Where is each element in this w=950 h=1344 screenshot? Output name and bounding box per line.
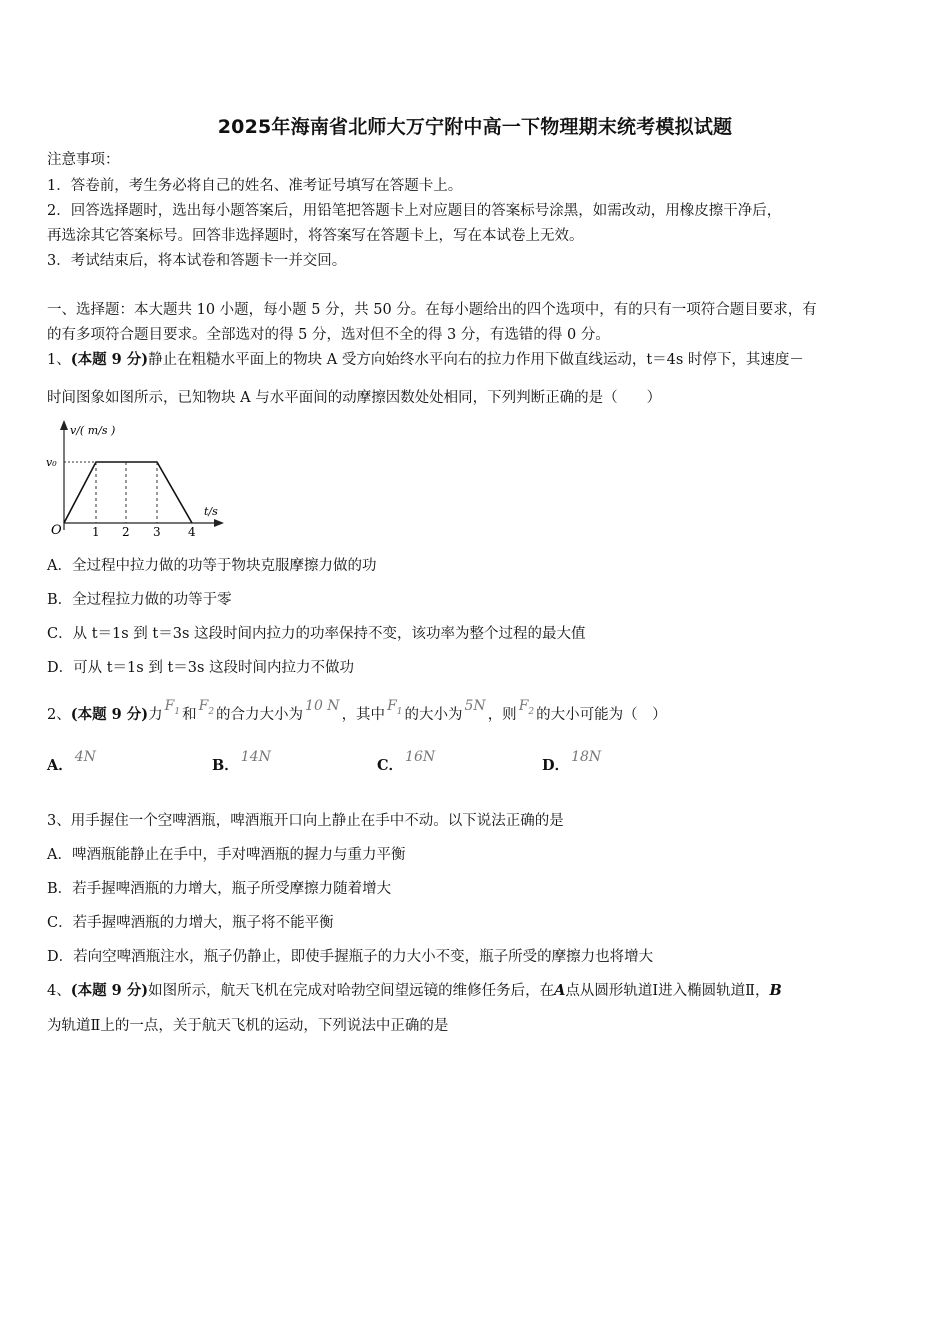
q1-option-c: C．从 t＝1s 到 t＝3s 这段时间内拉力的功率保持不变，该功率为整个过程的最大值 — [47, 626, 586, 642]
q2-f1-again: $F_1$ — [387, 698, 403, 717]
q3-option-b: B．若手握啤酒瓶的力增大，瓶子所受摩擦力随着增大 — [47, 881, 392, 897]
q2-stem: 2、(本题 9 分)力$F_1$ 和$F_2$ 的合力大小为10 N，其中$F_1$ 的大小为5N，则$F_2$ 的大小可能为（ ） — [47, 698, 667, 723]
q4-stem-line-1: 4、(本题 9 分)如图所示，航天飞机在完成对哈勃空间望远镜的维修任务后，在A点从圆形轨道Ⅰ进入椭圆轨道Ⅱ，B — [47, 982, 782, 999]
page-title: 2025年海南省北师大万宁附中高一下物理期末统考模拟试题 — [217, 116, 733, 138]
section-intro-line-2: 的有多项符合题目要求。全部选对的得 5 分，选对但不全的得 3 分，有选错的得 0 分。 — [47, 327, 610, 343]
q1-graph-ylabel: v/( m/s ) — [70, 424, 116, 437]
q1-option-d: D．可从 t＝1s 到 t＝3s 这段时间内拉力不做功 — [47, 660, 355, 676]
notice-item-1: 1．答卷前，考生务必将自己的姓名、准考证号填写在答题卡上。 — [47, 178, 463, 194]
q2-resultant: 10 N — [305, 698, 340, 714]
section-intro-line-1: 一、选择题：本大题共 10 小题，每小题 5 分，共 50 分。在每小题给出的四个选项中，有的只有一项符合题目要求，有 — [47, 302, 817, 318]
q2-f1: $F_1$ — [164, 698, 181, 717]
q1-graph-tick-4: 4 — [188, 525, 196, 539]
notice-item-2-cont: 再选涂其它答案标号。回答非选择题时，将答案写在答题卡上，写在本试卷上无效。 — [47, 228, 584, 244]
q4-stem-line-2: 为轨道Ⅱ上的一点，关于航天飞机的运动，下列说法中正确的是 — [47, 1018, 449, 1034]
q3-option-a: A．啤酒瓶能静止在手中，手对啤酒瓶的握力与重力平衡 — [47, 847, 406, 863]
q2-f2: $F_2$ — [198, 698, 215, 717]
q2-option-d: D． 18N — [542, 749, 602, 774]
q3-option-c: C．若手握啤酒瓶的力增大，瓶子将不能平衡 — [47, 915, 334, 931]
q3-option-d: D．若向空啤酒瓶注水，瓶子仍静止，即使手握瓶子的力大小不变，瓶子所受的摩擦力也将增大 — [47, 949, 654, 965]
q1-stem-line-2: 时间图象如图所示，已知物块 A 与水平面间的动摩擦因数处处相同，下列判断正确的是（ ） — [47, 390, 662, 406]
q1-graph-tick-2: 2 — [122, 525, 130, 539]
q1-graph-tick-3: 3 — [153, 525, 161, 539]
notice-heading: 注意事项： — [47, 152, 120, 168]
q1-stem-line-1: 1、(本题 9 分)静止在粗糙水平面上的物块 A 受方向始终水平向右的拉力作用下做直线运动，t＝4s 时停下，其速度－ — [47, 351, 804, 368]
q2-f1-value: 5N — [464, 698, 486, 714]
q3-stem: 3、用手握住一个空啤酒瓶，啤酒瓶开口向上静止在手中不动。以下说法正确的是 — [47, 813, 564, 829]
q1-graph-xlabel: t/s — [204, 505, 218, 518]
q1-option-b: B．全过程拉力做的功等于零 — [47, 592, 232, 608]
q1-velocity-time-graph — [44, 418, 234, 540]
q1-option-a: A．全过程中拉力做的功等于物块克服摩擦力做的功 — [47, 558, 377, 574]
q1-graph-origin: O — [51, 523, 62, 538]
q2-option-b: B． 14N — [212, 749, 271, 774]
notice-item-2: 2．回答选择题时，选出每小题答案后，用铅笔把答题卡上对应题目的答案标号涂黑，如需改动，用橡皮擦干净后， — [47, 203, 782, 219]
notice-item-3: 3．考试结束后，将本试卷和答题卡一并交回。 — [47, 253, 347, 269]
q2-option-c: C． 16N — [377, 749, 436, 774]
q1-graph-tick-1: 1 — [92, 525, 100, 539]
q2-f2-again: $F_2$ — [518, 698, 535, 717]
q2-option-a: A． 4N — [47, 749, 96, 774]
q1-graph-v0: v₀ — [46, 456, 57, 469]
